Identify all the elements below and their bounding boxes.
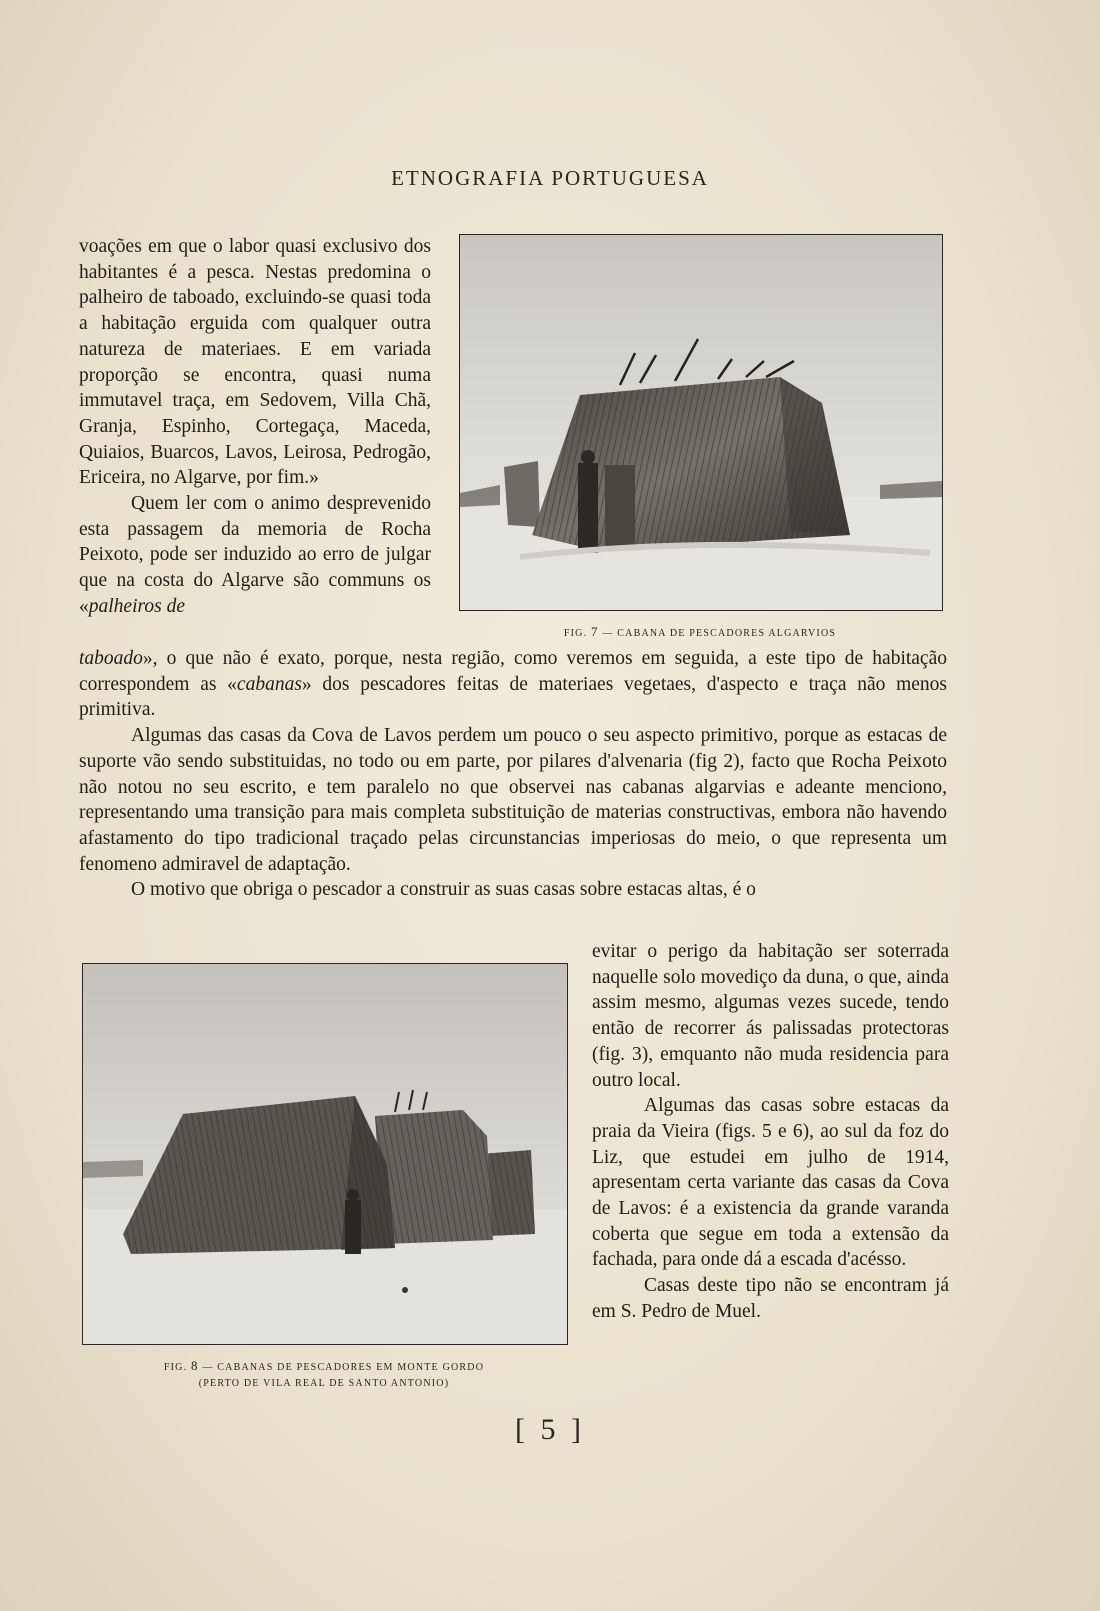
paragraph-2-start bbox=[79, 491, 431, 620]
figure-8-caption bbox=[82, 1358, 566, 1392]
figure-7-caption bbox=[459, 624, 941, 642]
figure-7-label: FIG. bbox=[563, 628, 588, 639]
figure-7-photo bbox=[459, 234, 943, 611]
italic-term-cabanas: cabanas bbox=[236, 673, 302, 695]
paragraph-1: voações em que o labor quasi exclusivo dos habitantes é a pesca. Nestas predomina o palheiro de taboado, excluindo-se quasi toda a habitação erguida com qualquer outra natureza de materiaes. E em variada proporção se encontra, quasi numa immutavel traça, em Sedovem, Villa Chã, Granja, Espinho, Cortegaça, Maceda, Quiaios, Buarcos, Lavos, Leirosa, Pedrogão, Ericeira, no Algarve, por fim.» bbox=[79, 236, 431, 489]
figure-8-photo bbox=[82, 963, 568, 1345]
paragraph-6: Casas deste tipo não se encontram já em S. Pedro de Muel. bbox=[592, 1275, 949, 1322]
italic-term-taboado: taboado bbox=[79, 648, 143, 669]
paragraph-2-end bbox=[79, 646, 947, 723]
paragraph-2-tail: » dos pescadores feitas de materiaes vegetaes, d'aspecto e traça não menos primitiva. bbox=[79, 673, 947, 721]
paragraph-3: Algumas das casas da Cova de Lavos perdem um pouco o seu aspecto primitivo, porque as estacas de suporte vão sendo substituidas, no todo ou em parte, por pilares d'alvenaria (fig 2), facto que Rocha Peixoto não notou no seu escrito, e tem paralelo no que observei nas cabanas algarvias e adeante menciono, representando uma transição para mais completa substituição de materias constructivas, embora não havendo afastamento do tipo tradicional traçado pelas circunstancias imperiosas do meio, o que representa um fenomeno admiravel de adaptação. bbox=[79, 725, 947, 875]
paragraph-5: Algumas das casas sobre estacas da praia da Vieira (figs. 5 e 6), ao sul da foz do Liz, que estudei em julho de 1914, apresentam certa variante das casas da Cova de Lavos: é a existencia da grande varanda coberta que segue em toda a extensão da fachada, para onde dá a escada d'acésso. bbox=[592, 1095, 949, 1271]
page-number: [ 5 ] bbox=[515, 1413, 585, 1446]
paragraph-4-end: evitar o perigo da habitação ser soterrada naquelle solo movediço da duna, o que, ainda assim mesmo, algumas vezes sucede, tendo então de recorrer ás palissadas protectoras (fig. 3), emquanto não muda residencia para outro local. bbox=[592, 941, 949, 1091]
full-width-text bbox=[79, 646, 947, 903]
thatched-hut-illustration bbox=[460, 235, 942, 610]
paragraph-2-middle: », o que não é exato, porque, nesta região, como veremos em seguida, a este tipo de habitação correspondem as « bbox=[79, 648, 947, 695]
figure-8-caption-line-1 bbox=[82, 1358, 566, 1376]
figure-7-caption-text: — CABANA DE PESCADORES ALGARVIOS bbox=[602, 628, 837, 639]
left-column-text bbox=[79, 234, 431, 620]
figure-8-caption-line-2: (PERTO DE VILA REAL DE SANTO ANTONIO) bbox=[198, 1378, 450, 1389]
right-column-text bbox=[592, 939, 949, 1325]
figure-8-caption-text: — CABANAS DE PESCADORES EM MONTE GORDO bbox=[202, 1362, 485, 1373]
running-title: ETNOGRAFIA PORTUGUESA bbox=[391, 166, 709, 190]
figure-8-number: 8 bbox=[190, 1358, 199, 1373]
figure-8-label: FIG. bbox=[163, 1362, 188, 1373]
thatched-huts-illustration bbox=[83, 964, 567, 1344]
paragraph-4-start: O motivo que obriga o pescador a construir as suas casas sobre estacas altas, é o bbox=[131, 879, 756, 901]
paragraph-2-text: Quem ler com o animo desprevenido esta passagem da memoria de Rocha Peixoto, pode ser induzido ao erro de julgar que na costa do Algarve são communs os « bbox=[79, 493, 431, 617]
figure-7-number: 7 bbox=[590, 624, 599, 639]
italic-term-palheiros: palheiros de bbox=[88, 595, 185, 617]
